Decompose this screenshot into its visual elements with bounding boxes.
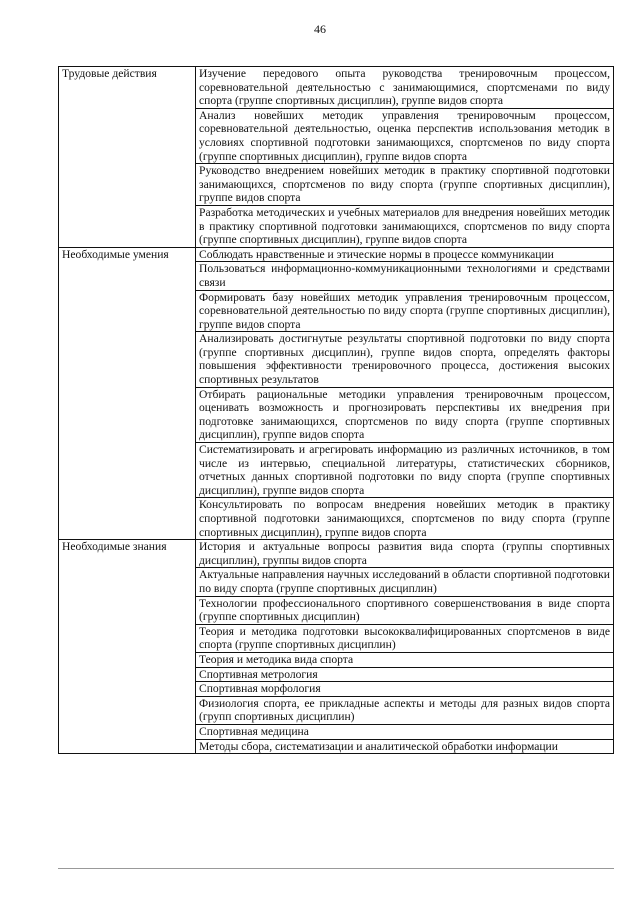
- page-number: 46: [314, 22, 326, 36]
- section-item: История и актуальные вопросы развития вида спорта (группы спортивных дисциплин), группы видов спорта: [196, 540, 614, 568]
- section-item: Систематизировать и агрегировать информацию из различных источников, в том числе из интервью, специальной литературы, статистических сборников, отчетных данных спортивной подготовки по виду спорта (группе спортивных дисциплин), группе видов спорта: [196, 443, 614, 498]
- section-item: Анализ новейших методик управления тренировочным процессом, соревновательной деятельностью, оценка перспектив использования методик в условиях спортивной подготовки занимающихся, спортсменов по виду спорта (группе спортивных дисциплин), группе видов спорта: [196, 108, 614, 163]
- section-item: Спортивная метрология: [196, 667, 614, 682]
- section-item: Спортивная медицина: [196, 724, 614, 739]
- competency-table: [58, 66, 614, 754]
- section-item: Руководство внедрением новейших методик в практику спортивной подготовки занимающихся, спортсменов по виду спорта (группе спортивных дисциплин), группе видов спорта: [196, 164, 614, 206]
- section-item: Формировать базу новейших методик управления тренировочным процессом, соревновательной деятельностью по виду спорта (группе спортивных дисциплин), группе видов спорта: [196, 290, 614, 332]
- section-item: Разработка методических и учебных материалов для внедрения новейших методик в практику спортивной подготовки занимающихся, спортсменов по виду спорта (группе спортивных дисциплин), группе видов спорта: [196, 205, 614, 247]
- section-item: Физиология спорта, ее прикладные аспекты и методы для разных видов спорта (групп спортивных дисциплин): [196, 696, 614, 724]
- section-item: Технологии профессионального спортивного совершенствования в виде спорта (группе спортивных дисциплин): [196, 596, 614, 624]
- section-item: Консультировать по вопросам внедрения новейших методик в практику спортивной подготовки занимающихся, спортсменов по виду спорта (группе спортивных дисциплин), группе видов спорта: [196, 498, 614, 540]
- section-item: Актуальные направления научных исследований в области спортивной подготовки по виду спорта (группе спортивных дисциплин): [196, 568, 614, 596]
- section-label: Необходимые умения: [59, 247, 196, 539]
- table-row: [59, 67, 614, 109]
- section-label: Необходимые знания: [59, 540, 196, 754]
- table-row: [59, 247, 614, 262]
- section-item: Соблюдать нравственные и этические нормы в процессе коммуникации: [196, 247, 614, 262]
- section-item: Методы сбора, систематизации и аналитической обработки информации: [196, 739, 614, 754]
- section-item: Пользоваться информационно-коммуникационными технологиями и средствами связи: [196, 262, 614, 290]
- bottom-rule: [58, 868, 614, 869]
- section-item: Теория и методика вида спорта: [196, 652, 614, 667]
- section-item: Теория и методика подготовки высококвалифицированных спортсменов в виде спорта (группе спортивных дисциплин): [196, 624, 614, 652]
- table-row: [59, 540, 614, 568]
- section-item: Анализировать достигнутые результаты спортивной подготовки по виду спорта (группе спортивных дисциплин), группе видов спорта, определять факторы повышения эффективности тренировочного процесса, достижения высоких спортивных результатов: [196, 332, 614, 387]
- section-item: Изучение передового опыта руководства тренировочным процессом, соревновательной деятельностью с занимающимися, спортсменами по виду спорта (группе спортивных дисциплин), группе видов спорта: [196, 67, 614, 109]
- competency-table-body: [59, 67, 614, 754]
- section-item: Спортивная морфология: [196, 682, 614, 697]
- section-label: Трудовые действия: [59, 67, 196, 248]
- section-item: Отбирать рациональные методики управления тренировочным процессом, оценивать возможность и прогнозировать перспективы их внедрения при подготовке занимающихся, спортсменов по виду спорта (группе спортивных дисциплин), группе видов спорта: [196, 387, 614, 442]
